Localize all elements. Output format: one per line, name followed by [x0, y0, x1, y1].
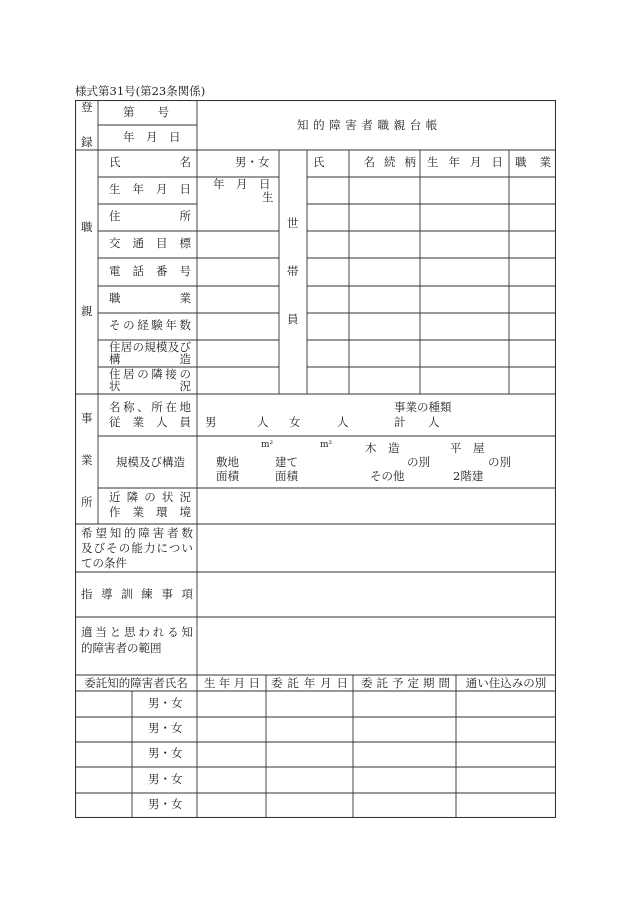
flat-label: 平 屋 [450, 441, 485, 455]
built-area-label: 面積 [275, 469, 298, 483]
consigned-header-livein: 通い住込みの別 [465, 676, 547, 690]
total-unit: 人 [428, 415, 440, 429]
form-number: 様式第31号(第23条関係) [75, 84, 206, 98]
shokuoya-side-label-1: 職 [81, 220, 93, 234]
built-label: 建て [275, 455, 298, 469]
site-area-label: 面積 [216, 469, 239, 483]
other-label: その他 [370, 469, 405, 483]
consigned-header-name: 委託知的障害者氏名 [84, 676, 188, 690]
hope-label-3: ての条件 [81, 556, 127, 570]
site-label: 敷地 [216, 455, 239, 469]
nearby-label: 近隣の状況 [109, 490, 191, 504]
female-unit: 人 [337, 415, 349, 429]
business-name-label: 名称、所在地 [109, 400, 191, 414]
hope-label-1: 希望知的障害者数 [81, 526, 193, 540]
range-label-2: 的障害者の範囲 [81, 641, 162, 655]
consigned-sex-3: 男・女 [148, 746, 183, 760]
female-label: 女 [289, 415, 301, 429]
business-side-1: 事 [81, 411, 93, 425]
birth-value-label-2: 生 [262, 190, 274, 204]
two-floors-label: 2階建 [453, 469, 484, 483]
ledger-title: 知的障害者職親台帳 [297, 118, 442, 132]
employees-label: 従業人員 [109, 415, 191, 429]
household-header-occupation: 職業 [515, 155, 551, 169]
distinction-1: の別 [407, 455, 430, 469]
birth-label: 生年月日 [109, 182, 191, 196]
consigned-header-birth: 生年月日 [204, 676, 260, 690]
reg-date-label: 年 月 日 [123, 130, 181, 144]
reg-number-label: 第 号 [123, 105, 169, 119]
phone-label: 電話番号 [109, 264, 191, 278]
birth-value-label-1: 年 月 日 [213, 177, 271, 191]
housing-nearby-label-1: 住居の隣接の [109, 367, 191, 381]
male-label: 男 [205, 415, 217, 429]
business-type-label: 事業の種類 [394, 400, 452, 414]
range-label-1: 適当と思われる知 [81, 625, 193, 639]
total-label: 計 [394, 415, 406, 429]
consigned-sex-5: 男・女 [148, 797, 183, 811]
housing-scale-label-2: 構 造 [109, 352, 191, 366]
consigned-sex-4: 男・女 [148, 772, 183, 786]
household-header-relation: 続柄 [384, 155, 416, 169]
environment-label: 作業環境 [109, 505, 191, 519]
housing-nearby-label-2: 状 況 [109, 379, 191, 393]
household-header-birth: 生年月日 [427, 155, 503, 169]
housing-scale-label-1: 住居の規模及び [109, 340, 191, 354]
business-side-3: 所 [81, 495, 93, 509]
consigned-sex-1: 男・女 [148, 696, 183, 710]
name-label: 氏 名 [109, 155, 191, 169]
male-unit: 人 [257, 415, 269, 429]
hope-label-2: 及びその能力につい [81, 541, 193, 555]
business-side-2: 業 [81, 453, 93, 467]
household-row-lines [307, 177, 556, 367]
scale-label: 規模及び構造 [116, 455, 185, 469]
wood-label: 木 造 [365, 441, 400, 455]
household-header-name: 氏 名 [313, 155, 375, 169]
address-label: 住 所 [109, 209, 191, 223]
training-label: 指導訓練事項 [81, 587, 193, 601]
household-side-1: 世 [287, 216, 299, 230]
distinction-2: の別 [488, 455, 511, 469]
reg-side-label-2: 録 [81, 135, 93, 149]
occupation-label: 職 業 [109, 291, 191, 305]
consigned-header-period: 委託予定期間 [361, 676, 450, 690]
consigned-sex-2: 男・女 [148, 721, 183, 735]
traffic-label: 交通目標 [109, 236, 191, 250]
consigned-header-date: 委託年月日 [271, 676, 348, 690]
shokuoya-side-label-2: 親 [81, 304, 93, 318]
sqm-2: m² [320, 440, 333, 450]
sqm-1: m² [261, 440, 274, 450]
reg-side-label-1: 登 [81, 100, 93, 114]
household-side-3: 員 [287, 312, 299, 326]
sex-label: 男・女 [235, 155, 270, 169]
household-side-2: 帯 [287, 264, 299, 278]
ledger-form [75, 100, 556, 818]
experience-label: その経験年数 [109, 318, 191, 332]
